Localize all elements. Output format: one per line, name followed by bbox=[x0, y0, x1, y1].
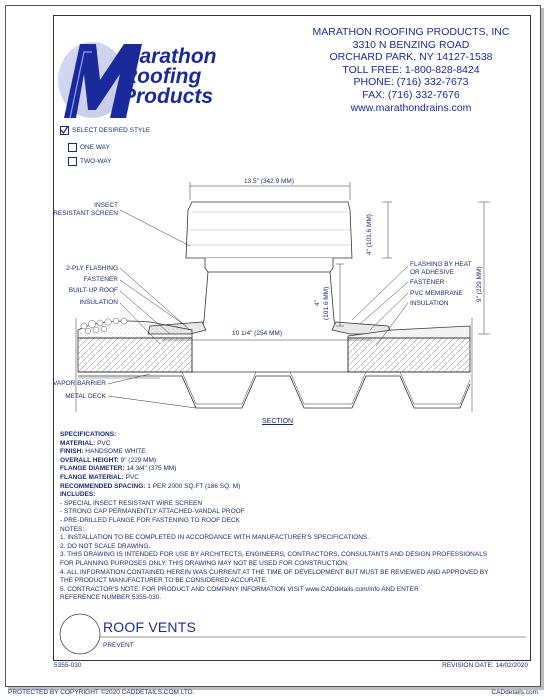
label-insect-2: RESISTANT SCREEN bbox=[53, 209, 118, 217]
logo-line-1: Marathon bbox=[122, 45, 217, 68]
label-fastener-right: FASTENER bbox=[410, 279, 445, 286]
note-5b: REFERENCE NUMBER 5355-030. bbox=[60, 594, 162, 602]
note-2: 2. DO NOT SCALE DRAWING. bbox=[60, 542, 151, 550]
company-phone: PHONE: (716) 332-7673 bbox=[353, 76, 469, 89]
dim-neck-mm: (101.6 MM) bbox=[323, 286, 330, 320]
spec-spacing-value: 1 PER 2000 SQ.FT (186 SQ. M) bbox=[145, 482, 241, 490]
copyright-notice: PROTECTED BY COPYRIGHT ©2020 CADDETAILS.COM LTD. bbox=[8, 689, 195, 696]
note-3b: FOR PLANNING PURPOSES ONLY. THIS DRAWING MAY NOT BE USED FOR CONSTRUCTION. bbox=[60, 559, 349, 567]
spec-spacing-key: RECOMMENDED SPACING: bbox=[60, 482, 146, 490]
spec-includes-key: INCLUDES: bbox=[60, 491, 96, 499]
dim-cap-height: 4" (101.6 MM) bbox=[366, 214, 373, 255]
drawing-subtitle: PREVENT bbox=[103, 642, 134, 649]
label-insect-1: INSECT bbox=[94, 202, 118, 209]
dim-flange-width: 10 1/4" (254 MM) bbox=[232, 330, 282, 337]
label-vapor-barrier: VAPOR BARRIER bbox=[53, 380, 106, 387]
company-address-1: 3310 N BENZING ROAD bbox=[352, 38, 470, 51]
label-flash-1: FLASHING BY HEAT bbox=[410, 261, 472, 268]
note-5: 5. CONTRACTOR'S NOTE: FOR PRODUCT AND COMPANY INFORMATION VISIT www.CADdetails.com/info AND ENTER bbox=[60, 585, 419, 593]
spec-flange-material-key: FLANGE MATERIAL: bbox=[60, 473, 124, 481]
label-flash-2: OR ADHESIVE bbox=[410, 268, 455, 276]
spec-flange-material-value: PVC bbox=[123, 473, 139, 481]
section-label: SECTION bbox=[262, 418, 294, 425]
spec-include-1: - SPECIAL INSECT RESISTANT WIRE SCREEN bbox=[60, 499, 203, 507]
label-pvc-membrane: PVC MEMBRANE bbox=[410, 290, 463, 297]
spec-finish-value: HANDSOME WHITE bbox=[83, 448, 146, 456]
spec-flange-value: 14 3/4" (375 MM) bbox=[124, 465, 177, 473]
company-website[interactable]: www.marathondrains.com bbox=[350, 101, 472, 114]
note-4b: THE PRODUCT MANUFACTURER TO BE CONSIDERED ACCURATE. bbox=[60, 577, 268, 585]
company-tollfree: TOLL FREE: 1-800-828-8424 bbox=[342, 63, 480, 76]
spec-include-3: - PRE-DRILLED FLANGE FOR FASTENING TO ROOF DECK bbox=[60, 516, 240, 524]
dim-neck-a: 4" bbox=[314, 300, 321, 306]
drawing-title: ROOF VENTS bbox=[103, 619, 197, 635]
logo-line-2: Roofing bbox=[122, 65, 202, 88]
dim-top-width: 13.5" (342.9 MM) bbox=[244, 178, 294, 185]
title-circle bbox=[60, 614, 100, 654]
reference-number: 5355-030 bbox=[54, 662, 82, 669]
notes-heading: NOTES: bbox=[60, 525, 85, 533]
company-name: MARATHON ROOFING PRODUCTS, INC bbox=[312, 26, 510, 38]
company-fax: FAX: (716) 332-7676 bbox=[362, 88, 460, 101]
note-3: 3. THIS DRAWING IS INTENDED FOR USE BY ARCHITECTS, ENGINEERS, CONTRACTORS, CONSULTANTS AND DESIGN PROFESSIONALS bbox=[60, 551, 488, 559]
label-2ply-flashing: 2-PLY FLASHING bbox=[66, 265, 118, 272]
label-fastener-left: FASTENER bbox=[83, 276, 118, 283]
logo-line-3: Products bbox=[122, 85, 214, 108]
dim-total-height: 9" (229 MM) bbox=[476, 266, 483, 302]
label-builtup-roof: BUILT-UP ROOF bbox=[68, 287, 118, 294]
two-way-label: TWO-WAY bbox=[80, 158, 112, 166]
spec-flange-key: FLANGE DIAMETER: bbox=[60, 465, 125, 473]
revision-date: REVISION DATE: 14/02/2020 bbox=[442, 662, 528, 669]
company-address-2: ORCHARD PARK, NY 14127-1538 bbox=[329, 51, 493, 64]
note-1: 1. INSTALLATION TO BE COMPLETED IN ACCORDANCE WITH MANUFACTURER'S SPECIFICATIONS. bbox=[60, 534, 370, 542]
spec-finish-key: FINISH: bbox=[60, 448, 84, 456]
label-insulation-right: INSULATION bbox=[410, 300, 449, 307]
spec-height-value: 9" (229 MM) bbox=[118, 456, 157, 464]
label-metal-deck: METAL DECK bbox=[65, 393, 106, 400]
spec-material-key: MATERIAL: bbox=[60, 439, 96, 447]
spec-material-value: PVC bbox=[95, 439, 111, 447]
spec-height-key: OVERALL HEIGHT: bbox=[60, 456, 119, 464]
one-way-label: ONE WAY bbox=[80, 144, 110, 152]
specs-heading: SPECIFICATIONS: bbox=[60, 431, 117, 438]
select-style-label: SELECT DESIRED STYLE bbox=[72, 127, 151, 135]
caddetails-link[interactable]: CADdetails.com bbox=[491, 689, 538, 696]
spec-include-2: - STRONG CAP PERMANENTLY ATTACHED-VANDAL PROOF bbox=[60, 508, 245, 516]
note-4: 4. ALL INFORMATION CONTAINED HEREIN WAS CURRENT AT THE TIME OF DEVELOPMENT BUT MUST BE REVIEWED AND APPROVED BY bbox=[60, 568, 489, 576]
label-insulation-left: INSULATION bbox=[79, 299, 118, 306]
